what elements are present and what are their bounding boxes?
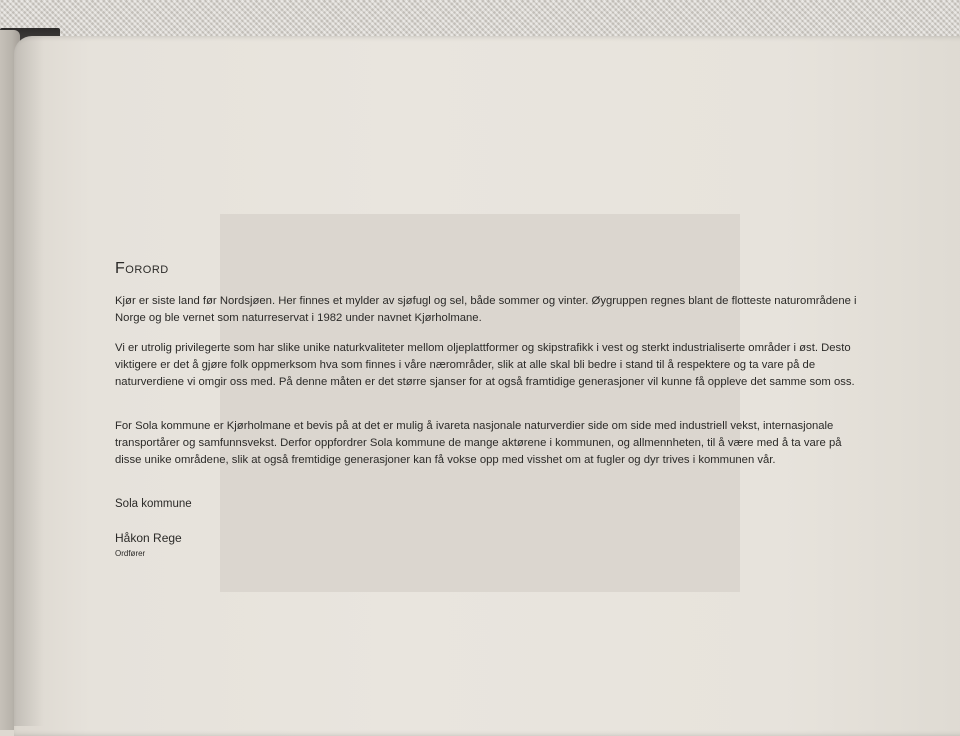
signatory-title: Ordfører [115,549,146,558]
page-title: Forord [115,260,169,277]
signatory-name: Håkon Rege [115,531,182,545]
paragraph-3: For Sola kommune er Kjørholmane et bevis på at det er mulig å ivareta nasjonale naturverdier side om side med industriell vekst, internasjonale transportårer og samfunnsvekst. Derfor oppfordrer Sola kommune de mange aktørene i kommunen, og allmennheten, til å være med å ta vare på disse unike områdene, slik at også fremtidige generasjoner kan få vokse opp med visshet om at fugler og dyr trives i kommunen vår. [115,420,842,466]
paragraph-2: Vi er utrolig privilegerte som har slike unike naturkvaliteter mellom oljeplattformer og skipstrafikk i vest og sterkt industrialiserte områder i øst. Desto viktigere er det å gjøre folk oppmerksom hva som finnes i våre nærområder, slik at alle skal bli bedre i stand til å respektere og ta vare på de naturverdiene vi omgir oss med. På denne måten er det større sjanser for at også framtidige generasjoner vil kunne få oppleve det samme som oss. [115,342,855,388]
background-panel [220,214,740,592]
page-gutter-shadow [14,36,44,726]
organization-name: Sola kommune [115,498,192,510]
paragraph-1: Kjør er siste land før Nordsjøen. Her finnes et mylder av sjøfugl og sel, både sommer og vinter. Øygruppen regnes blant de flotteste naturområdene i Norge og ble vernet som naturreservat i 1982 under navnet Kjørholmane. [115,295,857,324]
